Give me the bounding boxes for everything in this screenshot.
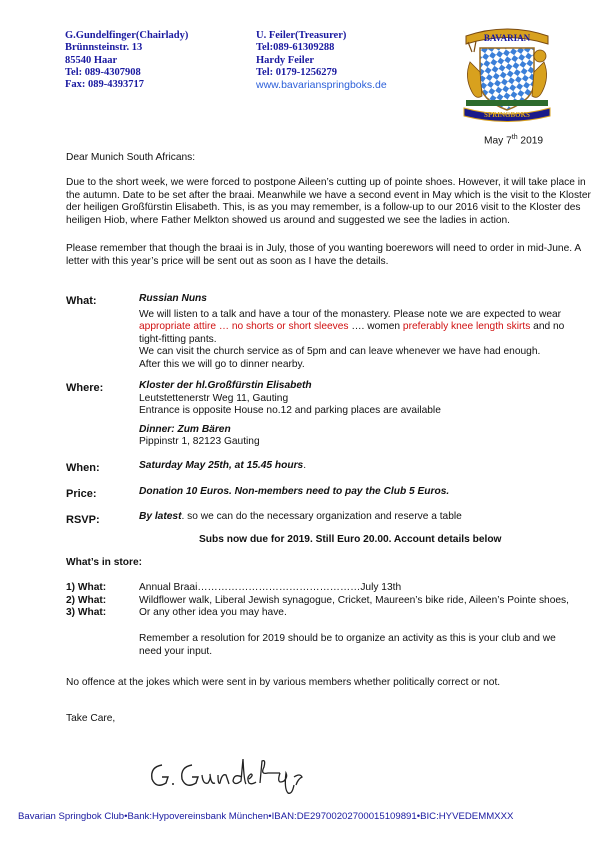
list-item: 2) What: Wildflower walk, Liberal Jewish synagogue, Cricket, Maureen’s bike ride, Aileen’s Pointe shoes,	[66, 594, 569, 606]
when-label: When:	[66, 462, 100, 474]
chair-name: G.Gundelfinger(Chairlady)	[65, 30, 189, 41]
jokes-disclaimer: No offence at the jokes which were sent in by various members whether politically correct or not.	[66, 677, 501, 688]
church-service: We can visit the church service as of 5pm and can leave whenever we have had enough.	[139, 346, 541, 358]
website-link[interactable]: www.bavarianspringboks.de	[256, 79, 387, 92]
svg-text:SPRINGBOKS: SPRINGBOKS	[484, 111, 530, 119]
list-item: 3) What: Or any other idea you may have.	[66, 607, 287, 619]
letter-date: May 7th 2019	[484, 134, 544, 147]
dinner-address: Pippinstr 1, 82123 Gauting	[139, 436, 260, 448]
bank-details-footer: Bavarian Springbok Club•Bank:Hypovereinsbank München•IBAN:DE29700202700015109891•BIC:HYVEDEMMXXX	[18, 811, 514, 822]
venue-title: Kloster der hl.Großfürstin Elisabeth	[139, 380, 312, 391]
subs-notice: Subs now due for 2019. Still Euro 20.00. Account details below	[199, 534, 502, 545]
dinner-note: After this we will go to dinner nearby.	[139, 358, 305, 370]
rsvp-value: By latest. so we can do the necessary organization and reserve a table	[139, 511, 462, 522]
price-value: Donation 10 Euros. Non-members need to pay the Club 5 Euros.	[139, 486, 450, 497]
closing: Take Care,	[66, 713, 116, 724]
greeting: Dear Munich South Africans:	[66, 152, 196, 163]
where-details	[139, 380, 589, 449]
resolution-reminder: Remember a resolution for 2019 should be to organize an activity as this is your club and we need your input.	[139, 633, 556, 657]
chair-fax: Fax: 089-4393717	[65, 79, 145, 91]
when-value: Saturday May 25th, at 15.45 hours.	[139, 460, 307, 471]
dress-women: …. women	[351, 321, 401, 333]
event-title: Russian Nuns	[139, 293, 207, 304]
club-logo	[458, 22, 556, 122]
chair-city: 85540 Haar	[65, 54, 118, 66]
what-details	[139, 293, 589, 372]
rsvp-label: RSVP:	[66, 514, 100, 526]
dress-code-warning: appropriate attire … no shorts or short sleeves	[139, 321, 349, 333]
venue-entrance: Entrance is opposite House no.12 and parking places are available	[139, 405, 441, 417]
chairlady-contact	[65, 30, 188, 91]
contact-name: Hardy Feiler	[256, 54, 315, 66]
what-label: What:	[66, 295, 97, 307]
dress-skirts: preferably knee length skirts	[402, 321, 531, 333]
signature	[148, 755, 318, 795]
treasurer-contact	[256, 30, 387, 91]
intro-paragraph: Due to the short week, we were forced to postpone Aileen’s cutting up of pointe shoes. However, it will take place in the autumn. Date to be set after the braai. Meanwhile we have a second event in May which is the visit to the Kloster der heiligen Großfürstin Elisabeth. This, is as you may remember, is a follow-up to our 2016 visit to the Kloster des heiligen Hiob, where Father Melkton showed us around and suggested we see the ladies in action.	[66, 177, 591, 226]
braai-paragraph: Please remember that though the braai is in July, those of you wanting boerewors will need to order in mid-June. A letter with this year’s price will be sent out as soon as I have the details.	[66, 243, 581, 267]
dress-intro: We will listen to a talk and have a tour of the monastery. Please note we are expected to wear	[139, 308, 562, 320]
where-label: Where:	[66, 382, 104, 394]
dinner-title: Dinner: Zum Bären	[139, 423, 231, 435]
chair-street: Brünnsteinstr. 13	[65, 42, 143, 54]
chair-tel: Tel: 089-4307908	[65, 66, 141, 78]
contact-tel: Tel: 0179-1256279	[256, 66, 337, 78]
dress-pants: and no tight-fitting pants.	[139, 321, 565, 345]
svg-text:BAVARIAN: BAVARIAN	[483, 33, 531, 43]
in-store-heading: What’s in store:	[66, 557, 143, 568]
venue-address: Leutstettenerstr Weg 11, Gauting	[139, 392, 289, 404]
list-item: 1) What: Annual Braai…………………………………………July 13th	[66, 582, 402, 593]
treasurer-tel: Tel:089-61309288	[256, 42, 335, 54]
price-label: Price:	[66, 488, 97, 500]
treasurer-name: U. Feiler(Treasurer)	[256, 30, 347, 41]
in-store-list	[66, 582, 569, 620]
